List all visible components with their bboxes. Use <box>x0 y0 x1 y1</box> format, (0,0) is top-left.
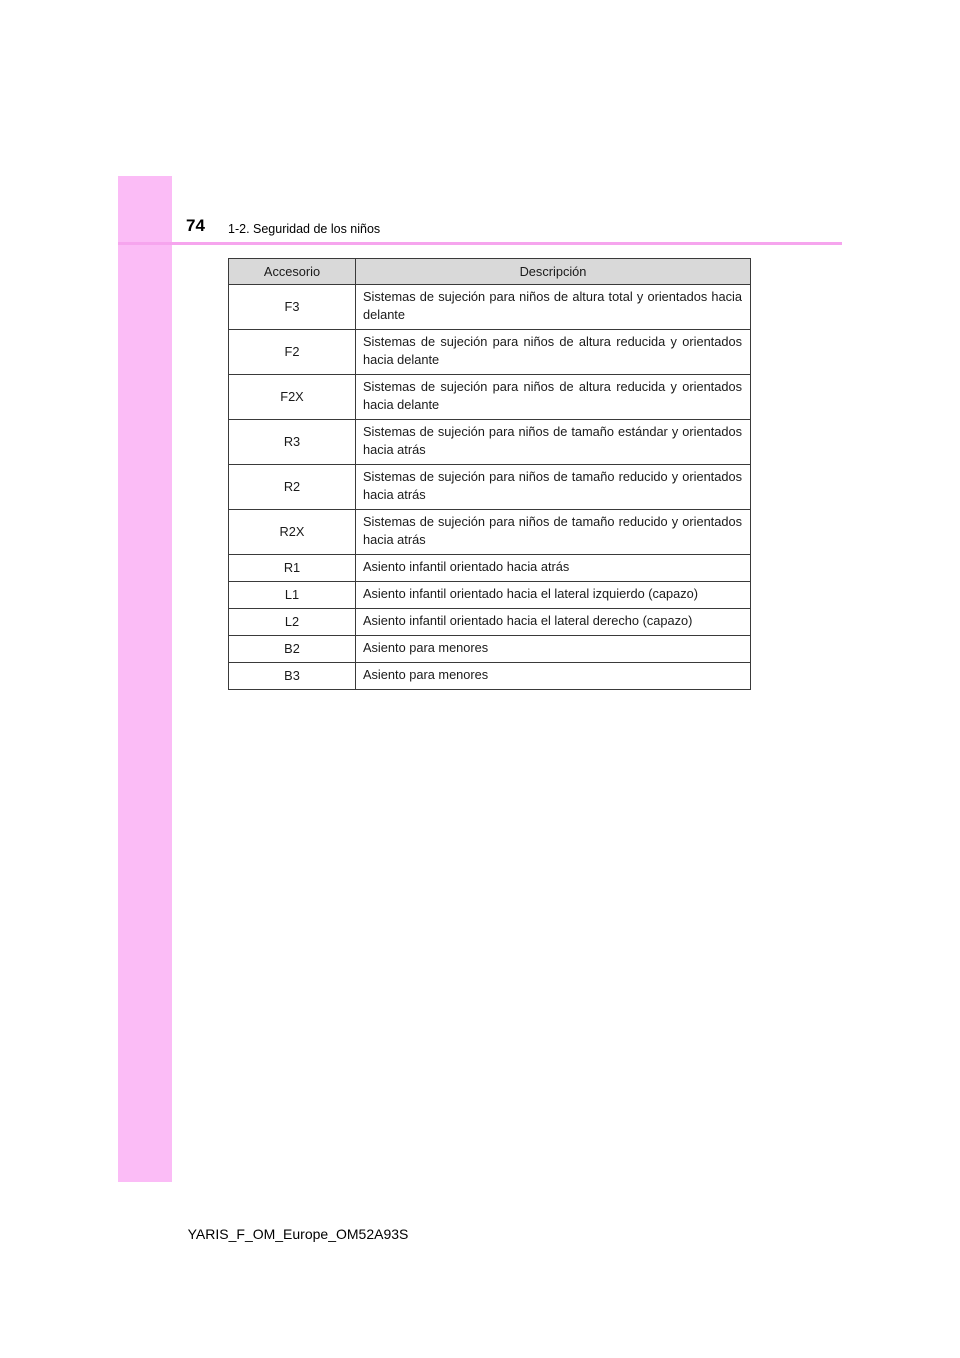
column-header-accessory: Accesorio <box>229 259 356 285</box>
accessory-description: Sistemas de sujeción para niños de altura reducida y orientados hacia delante <box>356 375 751 420</box>
header-rule <box>118 242 842 245</box>
accessory-code: R2X <box>229 510 356 555</box>
accessory-code: B2 <box>229 636 356 663</box>
table-row <box>229 510 751 555</box>
section-title: 1-2. Seguridad de los niños <box>228 222 381 236</box>
accessory-code: L1 <box>229 582 356 609</box>
accessory-description: Asiento infantil orientado hacia atrás <box>356 555 751 582</box>
accessory-code: R1 <box>229 555 356 582</box>
document-code: YARIS_F_OM_Europe_OM52A93S <box>187 1226 409 1242</box>
table-header-row <box>229 259 751 285</box>
page-number: 74 <box>186 216 205 235</box>
table-row <box>229 582 751 609</box>
accessory-table <box>228 258 751 690</box>
accessory-description: Sistemas de sujeción para niños de tamaño reducido y orientados hacia atrás <box>356 465 751 510</box>
table-row <box>229 375 751 420</box>
table-row <box>229 420 751 465</box>
table-row <box>229 285 751 330</box>
accessory-description: Asiento para menores <box>356 636 751 663</box>
accessory-code: R3 <box>229 420 356 465</box>
table-row <box>229 663 751 690</box>
table-row <box>229 555 751 582</box>
accessory-description: Sistemas de sujeción para niños de tamaño reducido y orientados hacia atrás <box>356 510 751 555</box>
table-row <box>229 609 751 636</box>
accessory-description: Asiento infantil orientado hacia el lateral derecho (capazo) <box>356 609 751 636</box>
accessory-code: R2 <box>229 465 356 510</box>
accessory-code: L2 <box>229 609 356 636</box>
table-row <box>229 636 751 663</box>
table-row <box>229 465 751 510</box>
accessory-description: Asiento para menores <box>356 663 751 690</box>
side-tab-bar <box>118 176 172 1182</box>
accessory-description: Sistemas de sujeción para niños de tamaño estándar y orientados hacia atrás <box>356 420 751 465</box>
table-row <box>229 330 751 375</box>
accessory-code: F2X <box>229 375 356 420</box>
accessory-code: B3 <box>229 663 356 690</box>
accessory-description: Asiento infantil orientado hacia el lateral izquierdo (capazo) <box>356 582 751 609</box>
column-header-description: Descripción <box>356 259 751 285</box>
accessory-description: Sistemas de sujeción para niños de altura total y orientados hacia delante <box>356 285 751 330</box>
accessory-code: F2 <box>229 330 356 375</box>
accessory-code: F3 <box>229 285 356 330</box>
accessory-description: Sistemas de sujeción para niños de altura reducida y orientados hacia delante <box>356 330 751 375</box>
